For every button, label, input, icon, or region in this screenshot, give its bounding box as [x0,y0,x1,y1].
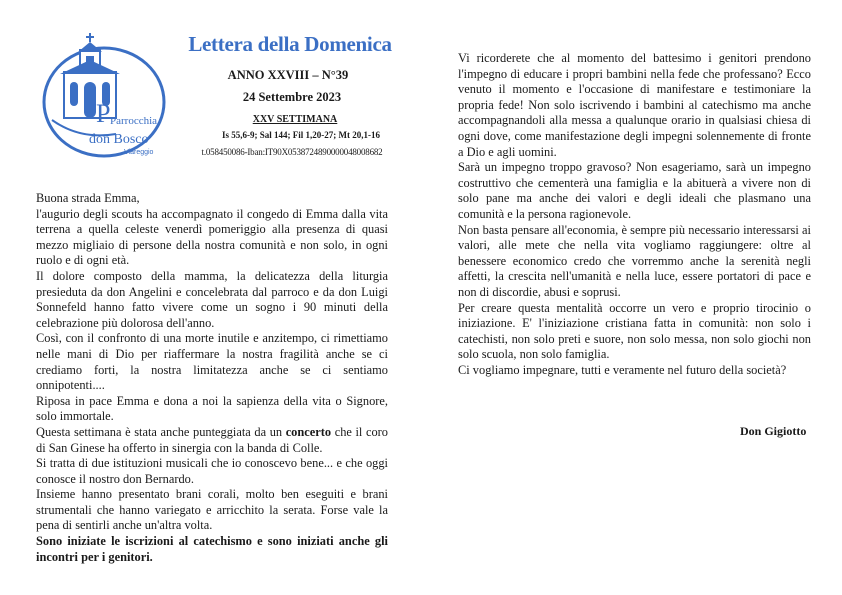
paragraph [36,425,388,456]
paragraph: Riposa in pace Emma e dona a noi la sapienza della vita o Signore, solo immortale. [36,393,388,424]
parish-logo [40,30,168,160]
contact-info: t.058450086-Iban:IT90X0538724890000048008682 [201,147,383,157]
liturgical-week: XXV SETTIMANA [252,114,338,125]
liturgical-readings: Is 55,6-9; Sal 144; Fil 1,20-27; Mt 20,1-16 [222,130,380,140]
paragraph: Il dolore composto della mamma, la delicatezza della liturgia presieduta da don Angelini e concelebrata dal parroco e da don Luigi Sonnefeld hanno fatto vivere come un sogno i 90 minuti della celebrazione più dolorosa dell'anno. [36,268,388,330]
issue-number: ANNO XXVIII – N°39 [227,68,349,82]
concert-text-a: Questa settimana è stata anche punteggiata da un [36,424,286,439]
logo-line1: Parrocchia [110,115,158,127]
signature: Don Gigiotto [740,424,807,438]
paragraph: Per creare questa mentalità occorre un vero e proprio tirocinio o iniziazione. E' l'iniziazione cristiana fatta in comunità: non solo i catechisti, non solo preti e suore, non solo messa, non solo giochi non solo scuola, non solo famiglia. [458,300,811,362]
paragraph: Vi ricorderete che al momento del battesimo i genitori prendono l'impegno di educare i propri bambini nella fede che professano? Ecco venuto il momento e l'occasione di manifestare e testimoniare la propria fede! Non solo iscrivendo i bambini al catechismo ma anche accompagnandoli alla messa a qualunque orario in qualsiasi chiesa di ogni dove, come manifestazione degli impegni solennemente di fronte a Dio e agli uomini. [458,51,811,159]
paragraph: Ci vogliamo impegnare, tutti e veramente nel futuro della società? [458,362,787,377]
concert-text-b: che il coro di San Ginese ha offerto in sinergia con la banda di Colle. [36,424,388,455]
logo-line2: don Bosco [89,132,149,147]
newsletter-title: Lettera della Domenica [188,32,392,56]
catechism-announcement: Sono iniziate le iscrizioni al catechismo e sono iniziati anche gli incontri per i genitori. [36,534,388,564]
paragraph: Sarà un impegno troppo gravoso? Non esageriamo, sarà un impegno costruttivo che cementerà una famiglia e la abituerà a vivere non di solo pane ma anche dei valori e degli ideali che plasmano una comunità e la persona ragionevole. [458,160,811,221]
left-column [36,191,388,565]
paragraph: Insieme hanno presentato brani corali, molto ben eseguiti e brani strumentali che hanno variegato e arricchito la serata. Forse vale la pena di sentirli anche un'altra volta. [36,487,388,533]
church-logo-icon [40,30,168,160]
paragraph: Non basta pensare all'economia, è sempre più necessario interessarsi ai valori, alle mete che nella vita vogliamo raggiungere: oltre al benessere economico credo che vorremmo anche la serenità negli affetti, la crescita nell'umanità e nella luce, essere portatori di pace e non di discordie, abusi e soprusi. [458,222,811,299]
paragraph: l'augurio degli scouts ha accompagnato il congedo di Emma dalla vita terrena a quella celeste venerdì pomeriggio alla presenza di quasi mezzo migliaio di persone della nostra comunità e non solo, in ogni ruolo e di ogni età. [36,206,388,268]
paragraph: Si tratta di due istituzioni musicali che io conoscevo bene... e che oggi conosce il nostro don Bernardo. [36,456,388,486]
issue-date: 24 Settembre 2023 [242,90,342,104]
logo-line3: Viareggio [124,149,154,156]
greeting: Buona strada Emma, [36,191,140,205]
svg-text:P: P [96,99,111,128]
paragraph: Così, con il confronto di una morte inutile e anzitempo, ci rimettiamo nelle mani di Dio per riaffermare la nostra fragilità anche se ci crediamo forti, la nostra limitatezza anche se ci sentiamo onnipotenti.... [36,331,388,393]
concert-bold: concerto [285,424,332,439]
right-column [458,51,811,378]
